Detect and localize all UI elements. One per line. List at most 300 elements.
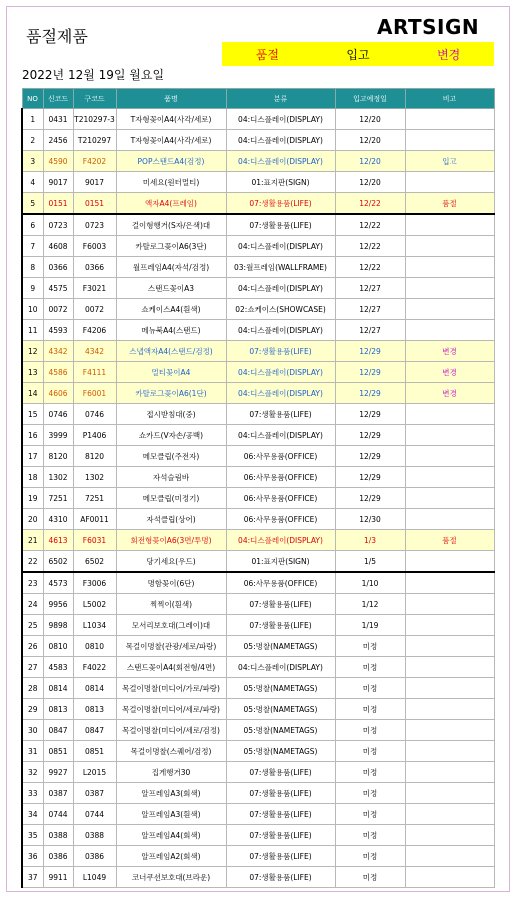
cell-product-name: 액자A4(프레임) (116, 193, 226, 215)
cell-old-code: 0386 (73, 846, 116, 867)
cell-no: 31 (22, 741, 43, 762)
table-row (22, 720, 494, 741)
cell-new-code: 4573 (43, 572, 73, 594)
cell-new-code: 3999 (43, 425, 73, 446)
cell-eta: 12/29 (335, 425, 405, 446)
cell-old-code: 9017 (73, 172, 116, 193)
cell-new-code: 0072 (43, 299, 73, 320)
cell-old-code: P1406 (73, 425, 116, 446)
cell-no: 6 (22, 214, 43, 236)
cell-product-name: 메뉴북A4(스탠드) (116, 320, 226, 341)
cell-no: 2 (22, 130, 43, 151)
cell-product-name: 자석슬림바 (116, 467, 226, 488)
col-header-old-code: 구코드 (73, 89, 116, 109)
cell-category: 04:디스플레이(DISPLAY) (226, 657, 335, 678)
cell-old-code: F4206 (73, 320, 116, 341)
table-row (22, 383, 494, 404)
brand-logo: ARTSIGN (377, 15, 480, 39)
cell-note (405, 762, 494, 783)
cell-no: 34 (22, 804, 43, 825)
cell-note (405, 446, 494, 467)
cell-category: 05:명찰(NAMETAGS) (226, 678, 335, 699)
cell-new-code: 4575 (43, 278, 73, 299)
cell-product-name: 멀티꽂이A4 (116, 362, 226, 383)
cell-new-code: 0723 (43, 214, 73, 236)
cell-eta: 미정 (335, 741, 405, 762)
cell-eta: 미정 (335, 720, 405, 741)
cell-category: 05:명찰(NAMETAGS) (226, 636, 335, 657)
table-row (22, 657, 494, 678)
cell-eta: 12/22 (335, 236, 405, 257)
cell-old-code: 0810 (73, 636, 116, 657)
cell-old-code: 0746 (73, 404, 116, 425)
cell-old-code: 0813 (73, 699, 116, 720)
cell-eta: 12/29 (335, 488, 405, 509)
cell-product-name: 쇼카드(V자손/공백) (116, 425, 226, 446)
cell-new-code: 4613 (43, 530, 73, 551)
cell-old-code: F4202 (73, 151, 116, 172)
cell-old-code: F3006 (73, 572, 116, 594)
cell-no: 5 (22, 193, 43, 215)
cell-eta: 미정 (335, 846, 405, 867)
cell-product-name: 메모클립(미정기) (116, 488, 226, 509)
cell-note (405, 678, 494, 699)
table-row (22, 636, 494, 657)
col-header-no: NO (22, 89, 43, 109)
table-row (22, 109, 494, 130)
cell-note (405, 741, 494, 762)
cell-new-code: 0847 (43, 720, 73, 741)
cell-no: 30 (22, 720, 43, 741)
cell-eta: 12/20 (335, 130, 405, 151)
cell-no: 3 (22, 151, 43, 172)
cell-new-code: 2456 (43, 130, 73, 151)
cell-product-name: 목걸이명찰(미디어/세로/검정) (116, 720, 226, 741)
table-row (22, 446, 494, 467)
cell-no: 14 (22, 383, 43, 404)
cell-new-code: 0386 (43, 846, 73, 867)
cell-new-code: 9911 (43, 867, 73, 888)
cell-note (405, 783, 494, 804)
cell-note (405, 299, 494, 320)
cell-product-name: 월프레임A4(자석/검정) (116, 257, 226, 278)
cell-eta: 12/29 (335, 404, 405, 425)
cell-note (405, 615, 494, 636)
cell-old-code: L1049 (73, 867, 116, 888)
table-row (22, 130, 494, 151)
cell-old-code: 0151 (73, 193, 116, 215)
cell-note: 변경 (405, 341, 494, 362)
cell-eta: 1/5 (335, 551, 405, 573)
table-row (22, 867, 494, 888)
cell-old-code: 4342 (73, 341, 116, 362)
cell-new-code: 8120 (43, 446, 73, 467)
cell-new-code: 4310 (43, 509, 73, 530)
cell-product-name: 걸이형행거(S자/은색)대 (116, 214, 226, 236)
cell-old-code: L2015 (73, 762, 116, 783)
cell-category: 07:생활용품(LIFE) (226, 341, 335, 362)
cell-product-name: 알프레임A2(회색) (116, 846, 226, 867)
cell-note (405, 594, 494, 615)
cell-eta: 미정 (335, 678, 405, 699)
table-row (22, 762, 494, 783)
cell-note: 변경 (405, 383, 494, 404)
cell-product-name: 메모클립(주전자) (116, 446, 226, 467)
cell-eta: 미정 (335, 762, 405, 783)
cell-new-code: 1302 (43, 467, 73, 488)
cell-eta: 12/20 (335, 109, 405, 130)
cell-category: 01:표지판(SIGN) (226, 551, 335, 573)
table-row (22, 172, 494, 193)
table-row (22, 572, 494, 594)
col-header-eta: 입고예정일 (335, 89, 405, 109)
cell-product-name: 목걸이명찰(미디어/세로/파랑) (116, 699, 226, 720)
cell-category: 06:사무용품(OFFICE) (226, 572, 335, 594)
cell-eta: 12/29 (335, 341, 405, 362)
cell-category: 04:디스플레이(DISPLAY) (226, 383, 335, 404)
cell-eta: 1/19 (335, 615, 405, 636)
cell-note (405, 509, 494, 530)
cell-old-code: F4111 (73, 362, 116, 383)
cell-old-code: T210297 (73, 130, 116, 151)
cell-old-code: 0072 (73, 299, 116, 320)
cell-new-code: 7251 (43, 488, 73, 509)
table-row (22, 488, 494, 509)
cell-note (405, 846, 494, 867)
cell-note (405, 551, 494, 573)
cell-new-code: 0746 (43, 404, 73, 425)
cell-no: 25 (22, 615, 43, 636)
cell-category: 06:사무용품(OFFICE) (226, 446, 335, 467)
cell-category: 06:사무용품(OFFICE) (226, 488, 335, 509)
cell-eta: 12/29 (335, 446, 405, 467)
cell-category: 04:디스플레이(DISPLAY) (226, 151, 335, 172)
cell-eta: 미정 (335, 825, 405, 846)
table-row (22, 257, 494, 278)
cell-new-code: 4608 (43, 236, 73, 257)
cell-no: 10 (22, 299, 43, 320)
cell-eta: 12/20 (335, 151, 405, 172)
col-header-product-name: 품명 (116, 89, 226, 109)
cell-category: 07:생활용품(LIFE) (226, 594, 335, 615)
cell-new-code: 0366 (43, 257, 73, 278)
cell-no: 8 (22, 257, 43, 278)
cell-product-name: T자형꽂이A4(사각/세로) (116, 109, 226, 130)
cell-category: 02:쇼케이스(SHOWCASE) (226, 299, 335, 320)
cell-category: 05:명찰(NAMETAGS) (226, 720, 335, 741)
cell-no: 27 (22, 657, 43, 678)
cell-eta: 12/22 (335, 193, 405, 215)
cell-no: 18 (22, 467, 43, 488)
cell-old-code: T210297-3 (73, 109, 116, 130)
soldout-table (21, 88, 495, 888)
cell-note (405, 720, 494, 741)
cell-note (405, 488, 494, 509)
cell-product-name: 자석클립(상어) (116, 509, 226, 530)
cell-product-name: 알프레임A3(흰색) (116, 804, 226, 825)
table-row (22, 151, 494, 172)
cell-note (405, 825, 494, 846)
cell-eta: 1/3 (335, 530, 405, 551)
table-row (22, 299, 494, 320)
cell-old-code: L5002 (73, 594, 116, 615)
cell-category: 07:생활용품(LIFE) (226, 804, 335, 825)
cell-product-name: 당기세요(우드) (116, 551, 226, 573)
cell-old-code: F4022 (73, 657, 116, 678)
cell-category: 04:디스플레이(DISPLAY) (226, 130, 335, 151)
cell-new-code: 0431 (43, 109, 73, 130)
cell-note (405, 278, 494, 299)
cell-product-name: 알프레임A3(회색) (116, 783, 226, 804)
table-row (22, 362, 494, 383)
cell-eta: 12/20 (335, 172, 405, 193)
cell-category: 07:생활용품(LIFE) (226, 615, 335, 636)
cell-no: 15 (22, 404, 43, 425)
cell-product-name: POP스탠드A4(검정) (116, 151, 226, 172)
cell-category: 06:사무용품(OFFICE) (226, 509, 335, 530)
cell-category: 07:생활용품(LIFE) (226, 825, 335, 846)
cell-product-name: 카탈로그꽂이A6(1단) (116, 383, 226, 404)
cell-eta: 1/12 (335, 594, 405, 615)
cell-eta: 미정 (335, 636, 405, 657)
table-row (22, 278, 494, 299)
cell-category: 07:생활용품(LIFE) (226, 193, 335, 215)
cell-category: 04:디스플레이(DISPLAY) (226, 362, 335, 383)
cell-category: 04:디스플레이(DISPLAY) (226, 109, 335, 130)
cell-note (405, 467, 494, 488)
cell-eta: 12/29 (335, 467, 405, 488)
cell-product-name: 집게행거30 (116, 762, 226, 783)
cell-old-code: 7251 (73, 488, 116, 509)
cell-category: 07:생활용품(LIFE) (226, 762, 335, 783)
cell-note (405, 636, 494, 657)
cell-no: 32 (22, 762, 43, 783)
cell-no: 12 (22, 341, 43, 362)
cell-old-code: F3021 (73, 278, 116, 299)
cell-category: 04:디스플레이(DISPLAY) (226, 530, 335, 551)
cell-category: 03:월프레임(WALLFRAME) (226, 257, 335, 278)
cell-note (405, 236, 494, 257)
cell-old-code: 0851 (73, 741, 116, 762)
cell-note (405, 320, 494, 341)
cell-note (405, 657, 494, 678)
cell-eta: 미정 (335, 867, 405, 888)
cell-new-code: 4586 (43, 362, 73, 383)
table-row (22, 404, 494, 425)
cell-product-name: 모서리보호대(그레이)대 (116, 615, 226, 636)
table-row (22, 467, 494, 488)
cell-old-code: 0744 (73, 804, 116, 825)
cell-new-code: 0388 (43, 825, 73, 846)
cell-no: 35 (22, 825, 43, 846)
cell-note: 변경 (405, 362, 494, 383)
cell-product-name: 목걸이명찰(관광/세로/파랑) (116, 636, 226, 657)
cell-old-code: 6502 (73, 551, 116, 573)
cell-note (405, 109, 494, 130)
cell-new-code: 4590 (43, 151, 73, 172)
table-body (22, 109, 494, 888)
cell-note (405, 572, 494, 594)
cell-old-code: 0847 (73, 720, 116, 741)
cell-new-code: 0387 (43, 783, 73, 804)
cell-product-name: 찍찍이(흰색) (116, 594, 226, 615)
cell-no: 16 (22, 425, 43, 446)
cell-new-code: 0810 (43, 636, 73, 657)
table-row (22, 678, 494, 699)
table-row (22, 846, 494, 867)
cell-new-code: 0151 (43, 193, 73, 215)
cell-note (405, 804, 494, 825)
table-row (22, 825, 494, 846)
cell-old-code: F6001 (73, 383, 116, 404)
table-row (22, 741, 494, 762)
cell-new-code: 4606 (43, 383, 73, 404)
cell-no: 28 (22, 678, 43, 699)
table-row (22, 530, 494, 551)
cell-eta: 12/27 (335, 278, 405, 299)
legend-change: 변경 (437, 47, 461, 62)
table-row (22, 509, 494, 530)
cell-eta: 12/29 (335, 362, 405, 383)
cell-eta: 미정 (335, 657, 405, 678)
cell-no: 36 (22, 846, 43, 867)
cell-old-code: AF0011 (73, 509, 116, 530)
table-header-row (22, 89, 494, 109)
cell-product-name: 스탠드꽂이A4(회전형/4면) (116, 657, 226, 678)
cell-note (405, 172, 494, 193)
cell-eta: 1/10 (335, 572, 405, 594)
cell-category: 05:명찰(NAMETAGS) (226, 699, 335, 720)
cell-category: 04:디스플레이(DISPLAY) (226, 425, 335, 446)
cell-product-name: 카탈로그꽂이A6(3단) (116, 236, 226, 257)
cell-old-code: 1302 (73, 467, 116, 488)
cell-old-code: 0723 (73, 214, 116, 236)
cell-no: 1 (22, 109, 43, 130)
cell-new-code: 9956 (43, 594, 73, 615)
cell-no: 7 (22, 236, 43, 257)
cell-old-code: F6003 (73, 236, 116, 257)
table-row (22, 699, 494, 720)
cell-product-name: 회전형꽂이A6(3면/투명) (116, 530, 226, 551)
cell-eta: 12/30 (335, 509, 405, 530)
cell-product-name: 접시받침대(중) (116, 404, 226, 425)
cell-new-code: 0851 (43, 741, 73, 762)
cell-product-name: 쇼케이스A4(흰색) (116, 299, 226, 320)
cell-category: 01:표지판(SIGN) (226, 172, 335, 193)
table-row (22, 193, 494, 215)
cell-no: 24 (22, 594, 43, 615)
cell-note: 품절 (405, 530, 494, 551)
status-legend (222, 42, 494, 66)
cell-eta: 미정 (335, 699, 405, 720)
cell-old-code: 0814 (73, 678, 116, 699)
cell-no: 29 (22, 699, 43, 720)
cell-product-name: 명함꽂이(6단) (116, 572, 226, 594)
cell-new-code: 0813 (43, 699, 73, 720)
cell-category: 07:생활용품(LIFE) (226, 404, 335, 425)
cell-note: 입고 (405, 151, 494, 172)
page-title: 품절제품 (26, 27, 88, 46)
table-row (22, 551, 494, 573)
cell-no: 26 (22, 636, 43, 657)
cell-category: 05:명찰(NAMETAGS) (226, 741, 335, 762)
cell-old-code: L1034 (73, 615, 116, 636)
cell-note: 품절 (405, 193, 494, 215)
cell-category: 07:생활용품(LIFE) (226, 783, 335, 804)
cell-new-code: 4593 (43, 320, 73, 341)
cell-new-code: 4342 (43, 341, 73, 362)
cell-category: 06:사무용품(OFFICE) (226, 467, 335, 488)
cell-no: 13 (22, 362, 43, 383)
cell-new-code: 9927 (43, 762, 73, 783)
cell-no: 9 (22, 278, 43, 299)
legend-restock: 입고 (346, 47, 370, 62)
cell-no: 37 (22, 867, 43, 888)
table-row (22, 320, 494, 341)
cell-no: 23 (22, 572, 43, 594)
cell-product-name: 코너쿠션보호대(브라운) (116, 867, 226, 888)
cell-eta: 12/22 (335, 214, 405, 236)
cell-eta: 12/27 (335, 320, 405, 341)
cell-eta: 12/22 (335, 257, 405, 278)
cell-no: 11 (22, 320, 43, 341)
cell-category: 04:디스플레이(DISPLAY) (226, 236, 335, 257)
col-header-new-code: 신코드 (43, 89, 73, 109)
col-header-category: 분류 (226, 89, 335, 109)
cell-new-code: 6502 (43, 551, 73, 573)
cell-note (405, 867, 494, 888)
table-row (22, 783, 494, 804)
cell-product-name: 목걸이명찰(미디어/가로/파랑) (116, 678, 226, 699)
cell-new-code: 9898 (43, 615, 73, 636)
cell-category: 07:생활용품(LIFE) (226, 214, 335, 236)
cell-note (405, 404, 494, 425)
cell-no: 4 (22, 172, 43, 193)
cell-old-code: 0366 (73, 257, 116, 278)
cell-note (405, 130, 494, 151)
cell-product-name: 목걸이명찰(스퀘어/검정) (116, 741, 226, 762)
cell-category: 07:생활용품(LIFE) (226, 867, 335, 888)
cell-old-code: F6031 (73, 530, 116, 551)
cell-product-name: 미세요(원터멀티) (116, 172, 226, 193)
report-date: 2022년 12월 19일 월요일 (22, 68, 165, 82)
col-header-note: 비고 (405, 89, 494, 109)
table-row (22, 594, 494, 615)
table-row (22, 214, 494, 236)
cell-no: 17 (22, 446, 43, 467)
cell-note (405, 214, 494, 236)
cell-note (405, 257, 494, 278)
cell-category: 04:디스플레이(DISPLAY) (226, 320, 335, 341)
cell-no: 22 (22, 551, 43, 573)
cell-category: 04:디스플레이(DISPLAY) (226, 278, 335, 299)
cell-product-name: 스탠드꽂이A3 (116, 278, 226, 299)
cell-eta: 12/27 (335, 299, 405, 320)
cell-eta: 12/29 (335, 383, 405, 404)
cell-new-code: 0814 (43, 678, 73, 699)
table-row (22, 341, 494, 362)
table-row (22, 425, 494, 446)
cell-old-code: 0388 (73, 825, 116, 846)
table-row (22, 804, 494, 825)
legend-soldout: 품절 (255, 47, 279, 62)
cell-no: 20 (22, 509, 43, 530)
cell-product-name: T자형꽂이A4(사각/세로) (116, 130, 226, 151)
cell-old-code: 0387 (73, 783, 116, 804)
cell-product-name: 스냅액자A4(스탠드/검정) (116, 341, 226, 362)
cell-product-name: 알프레임A4(회색) (116, 825, 226, 846)
cell-note (405, 699, 494, 720)
